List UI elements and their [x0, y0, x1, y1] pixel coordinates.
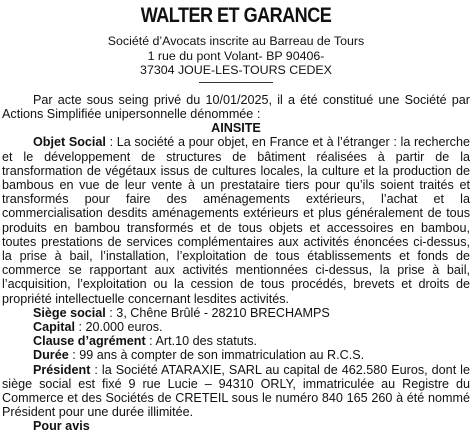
clause-agrement-line — [2, 334, 470, 348]
duree-line — [2, 348, 470, 362]
notice-title: WALTER ET GARANCE — [140, 4, 332, 27]
company-name: AINSITE — [211, 121, 261, 136]
capital-text: : 20.000 euros. — [75, 320, 163, 335]
president-text: : la Société ATARAXIE, SARL au capital de 462.580 Euros, dont le siège social est fixé 9 rue Lucie – 94310 ORLY, immatriculée au Registre du Commerce et des Sociétés de CRETEIL sous le numéro 840 165 260 à été nommé Président pour une durée illimitée. — [2, 362, 470, 420]
president-paragraph — [2, 363, 470, 420]
president-label: Président — [33, 362, 91, 377]
header-divider — [199, 82, 273, 83]
pour-avis: Pour avis — [33, 419, 90, 434]
firm-header — [2, 34, 470, 78]
objet-social-paragraph — [2, 135, 470, 305]
objet-social-label: Objet Social — [33, 135, 106, 150]
siege-social-text: : 3, Chêne Brûlé - 28210 BRECHAMPS — [105, 305, 330, 320]
intro-paragraph: Par acte sous seing privé du 10/01/2025, il a été constitué une Société par Actions Simplifiée unipersonnelle dénommée : — [2, 92, 470, 121]
firm-name-line: Société d’Avocats inscrite au Barreau de Tours — [107, 34, 365, 48]
duree-label: Durée — [33, 348, 69, 363]
siege-social-line — [2, 306, 470, 320]
clause-agrement-label: Clause d’agrément — [33, 334, 146, 349]
duree-text: : 99 ans à compter de son immatriculation au R.C.S. — [68, 348, 365, 363]
clause-agrement-text: : Art.10 des statuts. — [145, 334, 257, 349]
siege-social-label: Siège social — [33, 305, 106, 320]
capital-line — [2, 320, 470, 334]
firm-city-line: 37304 JOUE-LES-TOURS CEDEX — [140, 63, 332, 78]
capital-label: Capital — [33, 320, 75, 335]
objet-social-text: : La société a pour objet, en France et à l’étranger : la recherche et le développement de structures de bâtiment réalisées à partir de la transformation de végétaux issus de cultures locales, la culture et la production de bambous en vue de leur vente à un prestataire tiers pour qu’ils soient traités et transformés pour faire des aménagements extérieurs, l’achat et la commercialisation desdits aménagements extérieurs et plus généralement de tous produits en bambou transformés et de tous objets et accessoires en bambou, toutes prestations de services complémentaires aux activités énoncées ci-dessus, la prise à bail, l’installation, l’exploitation de tous établissements et fonds de commerce se rapportant aux activités mentionnées ci-dessus, la prise à bail, l’acquisition, l’exploitation ou la cession de tous procédés, brevets et droits de propriété intellectuelle concernant lesdites activités. — [2, 135, 470, 306]
firm-address-line: 1 rue du pont Volant- BP 90406- — [147, 48, 325, 63]
